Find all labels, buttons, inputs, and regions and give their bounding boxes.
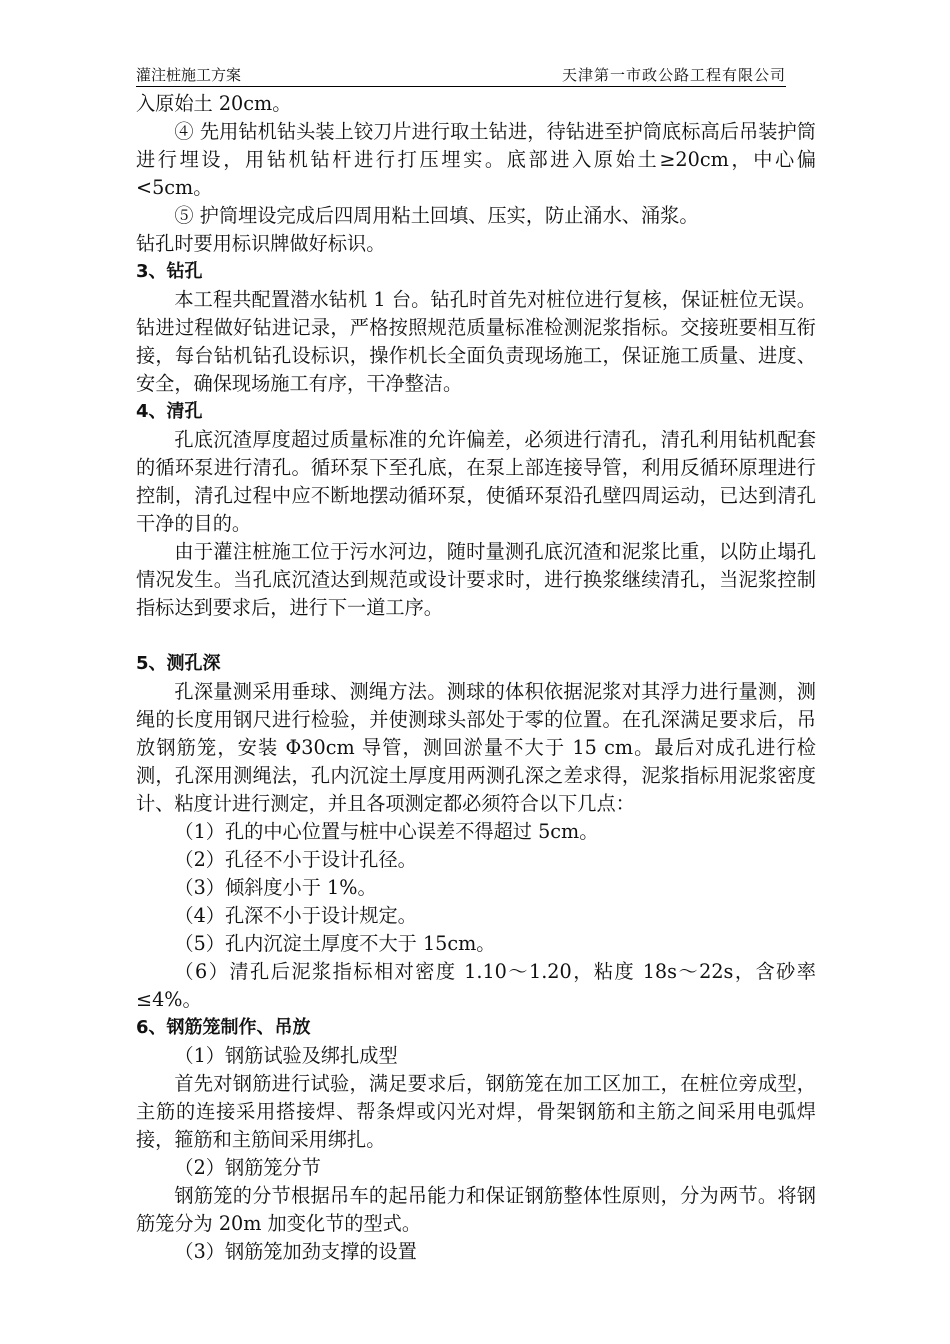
casing-step-4: ④ 先用钻机钻头装上铰刀片进行取土钻进，待钻进至护筒底标高后吊装护筒进行埋设，用钻机钻杆进行打压埋实。底部进入原始土≥20cm，中心偏<5cm。 — [136, 120, 816, 199]
continued-paragraph: 入原始土 20cm。 — [136, 92, 292, 115]
requirement-item: （4）孔深不小于设计规定。 — [174, 904, 417, 927]
section-5-heading: 5、测孔深 — [136, 653, 221, 674]
requirement-item: （6）清孔后泥浆指标相对密度 1.10～1.20，粘度 18s～22s，含砂率≤4%。 — [136, 960, 816, 1011]
section-6-subheading-2: （2）钢筋笼分节 — [174, 1156, 321, 1179]
header-company-name: 天津第一市政公路工程有限公司 — [561, 66, 786, 84]
page-header — [136, 64, 786, 87]
section-6-paragraph-2: 钢筋笼的分节根据吊车的起吊能力和保证钢筋整体性原则，分为两节。将钢筋笼分为 20m 加变化节的型式。 — [136, 1184, 816, 1235]
section-6-paragraph-1: 首先对钢筋进行试验，满足要求后，钢筋笼在加工区加工，在桩位旁成型，主筋的连接采用搭接焊、帮条焊或闪光对焊，骨架钢筋和主筋之间采用电弧焊接，箍筋和主筋间采用绑扎。 — [136, 1072, 816, 1151]
requirement-item: （2）孔径不小于设计孔径。 — [174, 848, 417, 871]
section-6-subheading-3: （3）钢筋笼加劲支撑的设置 — [174, 1240, 417, 1263]
requirement-item: （1）孔的中心位置与桩中心误差不得超过 5cm。 — [174, 820, 599, 843]
marking-note: 钻孔时要用标识牌做好标识。 — [136, 232, 386, 255]
requirement-item: （3）倾斜度小于 1%。 — [174, 876, 377, 899]
casing-step-5: ⑤ 护筒埋设完成后四周用粘土回填、压实，防止涌水、涌浆。 — [174, 204, 699, 227]
section-4-paragraph-2: 由于灌注桩施工位于污水河边，随时量测孔底沉渣和泥浆比重，以防止塌孔情况发生。当孔底沉渣达到规范或设计要求时，进行换浆继续清孔，当泥浆控制指标达到要求后，进行下一道工序。 — [136, 540, 816, 619]
document-body — [136, 90, 816, 1266]
header-doc-title: 灌注桩施工方案 — [136, 66, 242, 84]
blank-line — [136, 622, 816, 650]
section-5-paragraph: 孔深量测采用垂球、测绳方法。测球的体积依据泥浆对其浮力进行量测，测绳的长度用钢尺进行检验，并使测球头部处于零的位置。在孔深满足要求后，吊放钢筋笼，安装 Φ30cm 导管，测回淤量不大于 15 cm。最后对成孔进行检测，孔深用测绳法，孔内沉淀土厚度用两测孔深之差求得，泥浆指标用泥浆密度计、粘度计进行测定，并且各项测定都必须符合以下几点： — [136, 680, 816, 815]
section-3-heading: 3、钻孔 — [136, 261, 203, 282]
section-3-paragraph: 本工程共配置潜水钻机 1 台。钻孔时首先对桩位进行复核，保证桩位无误。钻进过程做好钻进记录，严格按照规范质量标准检测泥浆指标。交接班要相互衔接，每台钻机钻孔设标识，操作机长全面负责现场施工，保证施工质量、进度、安全，确保现场施工有序，干净整洁。 — [136, 288, 816, 395]
section-6-heading: 6、钢筋笼制作、吊放 — [136, 1017, 311, 1038]
section-4-heading: 4、清孔 — [136, 401, 203, 422]
section-4-paragraph-1: 孔底沉渣厚度超过质量标准的允许偏差，必须进行清孔，清孔利用钻机配套的循环泵进行清孔。循环泵下至孔底，在泵上部连接导管，利用反循环原理进行控制，清孔过程中应不断地摆动循环泵，使循环泵沿孔壁四周运动，已达到清孔干净的目的。 — [136, 428, 816, 535]
section-6-subheading-1: （1）钢筋试验及绑扎成型 — [174, 1044, 398, 1067]
requirement-item: （5）孔内沉淀土厚度不大于 15cm。 — [174, 932, 496, 955]
